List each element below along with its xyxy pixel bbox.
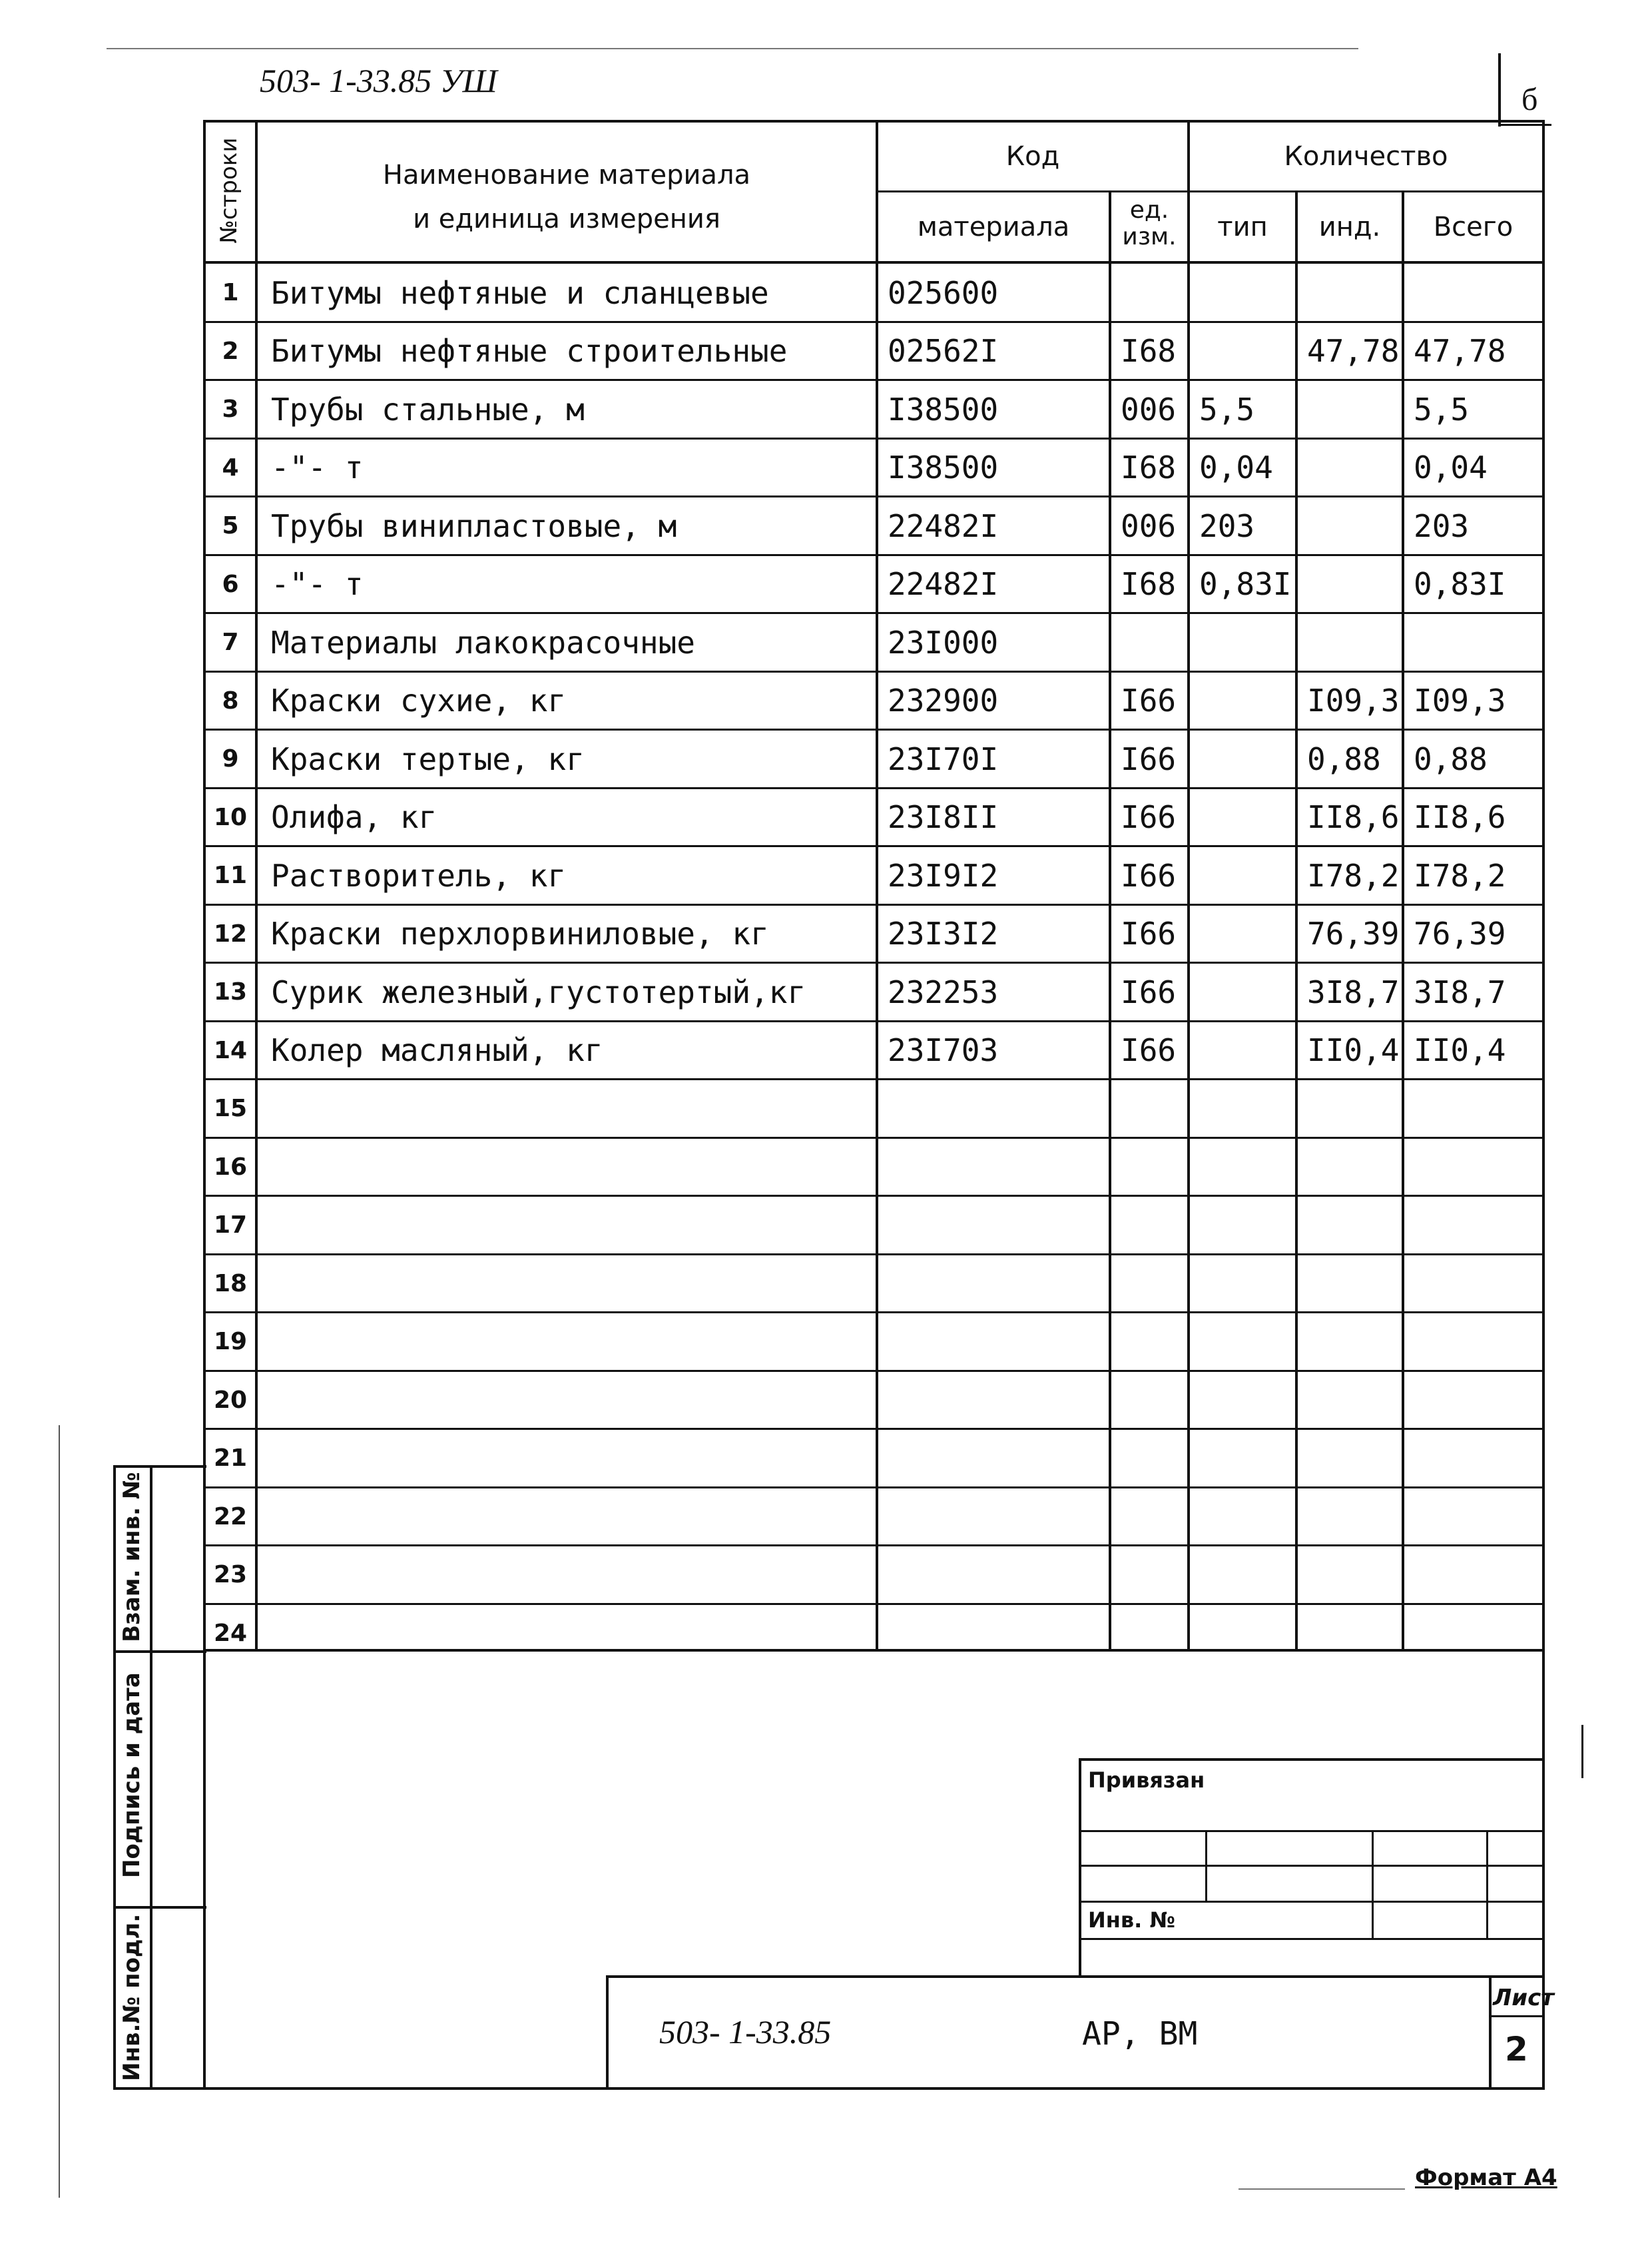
table-row bbox=[203, 264, 1545, 322]
qty-total: 3I8,7 bbox=[1414, 974, 1506, 1010]
row-number: 17 bbox=[213, 1211, 248, 1239]
row-number: 11 bbox=[213, 862, 248, 890]
material-code bbox=[878, 1429, 1118, 1488]
table-row bbox=[203, 1196, 1545, 1255]
unit-code bbox=[1111, 1196, 1197, 1255]
unit-code bbox=[1111, 1371, 1197, 1430]
col-qty-type-header: тип bbox=[1217, 211, 1268, 242]
qty-type bbox=[1190, 1138, 1304, 1197]
qty-ind bbox=[1298, 1429, 1411, 1488]
label-podpis-data: Подпись и дата bbox=[119, 1672, 145, 1878]
table-row bbox=[203, 1488, 1545, 1546]
material-name: -"- т bbox=[271, 450, 364, 486]
material-code: 23I3I2 bbox=[888, 916, 999, 952]
qty-total: 0,88 bbox=[1414, 741, 1488, 777]
unit-code: I66 bbox=[1121, 857, 1177, 894]
qty-ind bbox=[1298, 1546, 1411, 1604]
qty-total: 76,39 bbox=[1414, 916, 1506, 952]
material-code: 22482I bbox=[888, 566, 999, 603]
table-row bbox=[203, 1546, 1545, 1604]
qty-type bbox=[1190, 1546, 1304, 1604]
material-name: Олифа, кг bbox=[271, 799, 437, 836]
qty-type bbox=[1190, 1371, 1304, 1430]
unit-code: 006 bbox=[1121, 507, 1177, 544]
qty-total: I78,2 bbox=[1414, 857, 1506, 894]
table-row bbox=[203, 439, 1545, 497]
material-name bbox=[258, 1429, 889, 1488]
material-name: -"- т bbox=[271, 566, 364, 603]
qty-total bbox=[1404, 1080, 1551, 1138]
row-number: 18 bbox=[213, 1269, 248, 1297]
title-section: АР, ВМ bbox=[1082, 2015, 1198, 2053]
material-name: Краски перхлорвиниловые, кг bbox=[271, 916, 769, 952]
material-name bbox=[258, 1371, 889, 1430]
row-number: 15 bbox=[213, 1095, 248, 1123]
title-doc-code: 503- 1-33.85 bbox=[659, 2013, 832, 2051]
qty-total bbox=[1404, 1371, 1551, 1430]
row-number: 5 bbox=[222, 512, 239, 540]
qty-total: 5,5 bbox=[1414, 391, 1470, 428]
row-number: 8 bbox=[222, 687, 239, 715]
title-block bbox=[606, 1975, 1554, 2090]
qty-type bbox=[1190, 613, 1304, 672]
qty-total: 0,04 bbox=[1414, 450, 1488, 486]
material-name bbox=[258, 1488, 889, 1546]
col-code-unit-header: ед. изм. bbox=[1122, 196, 1177, 250]
qty-ind: I78,2 bbox=[1307, 857, 1400, 894]
unit-code bbox=[1111, 1488, 1197, 1546]
table-row bbox=[203, 1022, 1545, 1080]
row-number: 21 bbox=[213, 1444, 248, 1472]
material-code: 23I000 bbox=[888, 624, 999, 661]
material-name: Краски сухие, кг bbox=[271, 683, 567, 719]
material-name: Материалы лакокрасочные bbox=[271, 624, 695, 661]
table-row bbox=[203, 789, 1545, 847]
row-number: 23 bbox=[213, 1561, 248, 1589]
qty-total bbox=[1404, 613, 1551, 672]
qty-ind: I09,3 bbox=[1307, 683, 1400, 719]
qty-type: 203 bbox=[1199, 507, 1255, 544]
table-row bbox=[203, 1080, 1545, 1138]
material-code: 23I8II bbox=[888, 799, 999, 836]
row-number: 12 bbox=[213, 920, 248, 948]
table-row bbox=[203, 730, 1545, 789]
material-code: I38500 bbox=[888, 450, 999, 486]
col-qty-header: Количество bbox=[1284, 141, 1448, 172]
unit-code: I66 bbox=[1121, 683, 1177, 719]
material-name bbox=[258, 1546, 889, 1604]
qty-total: 203 bbox=[1414, 507, 1470, 544]
material-name: Сурик железный,густотертый,кг bbox=[271, 974, 806, 1010]
row-number: 7 bbox=[222, 629, 239, 657]
material-code bbox=[878, 1313, 1118, 1371]
qty-ind: 0,88 bbox=[1307, 741, 1381, 777]
privyazan-block bbox=[1079, 1758, 1545, 1978]
unit-code: I66 bbox=[1121, 1032, 1177, 1069]
row-number: 22 bbox=[213, 1502, 248, 1530]
qty-ind bbox=[1298, 1371, 1411, 1430]
qty-type bbox=[1190, 1255, 1304, 1313]
material-code: 23I9I2 bbox=[888, 857, 999, 894]
row-number: 19 bbox=[213, 1328, 248, 1356]
unit-code: I68 bbox=[1121, 450, 1177, 486]
format-label: Формат А4 bbox=[1415, 2164, 1557, 2191]
qty-total bbox=[1404, 1429, 1551, 1488]
table-row bbox=[203, 672, 1545, 731]
table-row bbox=[203, 1429, 1545, 1488]
qty-type bbox=[1190, 1313, 1304, 1371]
unit-code bbox=[1111, 1080, 1197, 1138]
qty-total bbox=[1404, 1546, 1551, 1604]
qty-type bbox=[1190, 672, 1304, 731]
qty-total bbox=[1404, 1604, 1551, 1663]
sheet-label: Лист bbox=[1493, 1985, 1554, 2011]
doc-code-top: 503- 1-33.85 УШ bbox=[260, 62, 497, 99]
qty-ind: 47,78 bbox=[1307, 333, 1400, 370]
qty-type bbox=[1190, 963, 1304, 1022]
material-code bbox=[878, 1546, 1118, 1604]
privyazan-label: Привязан bbox=[1088, 1767, 1205, 1793]
qty-type bbox=[1190, 264, 1304, 322]
unit-code: I66 bbox=[1121, 974, 1177, 1010]
row-number: 4 bbox=[222, 454, 239, 481]
row-number: 10 bbox=[213, 803, 248, 831]
qty-ind bbox=[1298, 497, 1411, 555]
label-vzam-inv: Взам. инв. № bbox=[119, 1472, 145, 1642]
col-qty-total-header: Всего bbox=[1433, 211, 1514, 242]
qty-type: 0,04 bbox=[1199, 450, 1273, 486]
qty-ind bbox=[1298, 380, 1411, 439]
row-number: 3 bbox=[222, 396, 239, 424]
qty-type bbox=[1190, 1022, 1304, 1080]
table-row bbox=[203, 1371, 1545, 1430]
col-rownum-header: №строки bbox=[216, 137, 242, 244]
qty-ind bbox=[1298, 1313, 1411, 1371]
qty-ind bbox=[1298, 264, 1411, 322]
unit-code: I68 bbox=[1121, 333, 1177, 370]
qty-ind bbox=[1298, 555, 1411, 614]
qty-ind: 3I8,7 bbox=[1307, 974, 1400, 1010]
qty-total bbox=[1404, 1138, 1551, 1197]
unit-code bbox=[1111, 1138, 1197, 1197]
qty-ind: II8,6 bbox=[1307, 799, 1400, 836]
row-number: 2 bbox=[222, 337, 239, 365]
unit-code: I68 bbox=[1121, 566, 1177, 603]
qty-total bbox=[1404, 1313, 1551, 1371]
table-row bbox=[203, 1604, 1545, 1663]
qty-total: II8,6 bbox=[1414, 799, 1506, 836]
unit-code bbox=[1111, 1313, 1197, 1371]
qty-total: II0,4 bbox=[1414, 1032, 1506, 1069]
unit-code: I66 bbox=[1121, 916, 1177, 952]
material-code: 23I70I bbox=[888, 741, 999, 777]
qty-ind: II0,4 bbox=[1307, 1032, 1400, 1069]
qty-type bbox=[1190, 1604, 1304, 1663]
corner-mark: б bbox=[1521, 82, 1538, 117]
table-row bbox=[203, 846, 1545, 905]
table-row bbox=[203, 322, 1545, 381]
sheet-number: 2 bbox=[1505, 2030, 1528, 2069]
unit-code bbox=[1111, 264, 1197, 322]
row-number: 6 bbox=[222, 570, 239, 598]
unit-code: I66 bbox=[1121, 741, 1177, 777]
row-number: 20 bbox=[213, 1386, 248, 1414]
qty-ind bbox=[1298, 1604, 1411, 1663]
qty-total bbox=[1404, 1255, 1551, 1313]
qty-ind bbox=[1298, 1255, 1411, 1313]
row-number: 14 bbox=[213, 1036, 248, 1064]
material-name bbox=[258, 1138, 889, 1197]
qty-total: 47,78 bbox=[1414, 333, 1506, 370]
material-code bbox=[878, 1080, 1118, 1138]
qty-type bbox=[1190, 1196, 1304, 1255]
unit-code: I66 bbox=[1121, 799, 1177, 836]
unit-code bbox=[1111, 1429, 1197, 1488]
qty-ind bbox=[1298, 1488, 1411, 1546]
top-right-tick bbox=[1498, 53, 1501, 127]
material-name bbox=[258, 1255, 889, 1313]
material-code bbox=[878, 1488, 1118, 1546]
material-name bbox=[258, 1313, 889, 1371]
row-number: 13 bbox=[213, 978, 248, 1006]
qty-type bbox=[1190, 730, 1304, 789]
qty-type bbox=[1190, 1429, 1304, 1488]
table-row bbox=[203, 1313, 1545, 1371]
qty-ind bbox=[1298, 613, 1411, 672]
col-code-header: Код bbox=[1005, 141, 1060, 172]
table-row bbox=[203, 380, 1545, 439]
material-code: 02562I bbox=[888, 333, 999, 370]
lower-frame-left bbox=[203, 1650, 206, 2090]
qty-total bbox=[1404, 1196, 1551, 1255]
material-name bbox=[258, 1196, 889, 1255]
row-number: 24 bbox=[213, 1619, 248, 1647]
qty-total: I09,3 bbox=[1414, 683, 1506, 719]
col-code-material-header: материала bbox=[917, 211, 1070, 242]
material-name: Битумы нефтяные и сланцевые bbox=[271, 274, 769, 311]
label-inv-podl: Инв.№ подл. bbox=[119, 1913, 145, 2081]
table-row bbox=[203, 555, 1545, 614]
qty-type bbox=[1190, 905, 1304, 964]
material-code: 23I703 bbox=[888, 1032, 999, 1069]
material-name: Трубы стальные, м bbox=[271, 391, 585, 428]
unit-code: 006 bbox=[1121, 391, 1177, 428]
qty-type bbox=[1190, 322, 1304, 381]
table-row bbox=[203, 613, 1545, 672]
qty-type bbox=[1190, 1080, 1304, 1138]
table-row bbox=[203, 1255, 1545, 1313]
material-name: Краски тертые, кг bbox=[271, 741, 585, 777]
qty-ind bbox=[1298, 1196, 1411, 1255]
material-code: 025600 bbox=[888, 274, 999, 311]
material-code: 232253 bbox=[888, 974, 999, 1010]
table-row bbox=[203, 905, 1545, 964]
qty-total bbox=[1404, 264, 1551, 322]
qty-type: 5,5 bbox=[1199, 391, 1255, 428]
material-name: Колер масляный, кг bbox=[271, 1032, 603, 1069]
qty-ind bbox=[1298, 1138, 1411, 1197]
unit-code bbox=[1111, 1546, 1197, 1604]
col-name-header: Наименование материала и единица измерения bbox=[382, 160, 751, 234]
materials-table bbox=[203, 120, 1545, 1652]
top-dash-line bbox=[107, 48, 1358, 49]
material-name bbox=[258, 1080, 889, 1138]
material-code: I38500 bbox=[888, 391, 999, 428]
table-row bbox=[203, 963, 1545, 1022]
unit-code bbox=[1111, 613, 1197, 672]
table-row bbox=[203, 1138, 1545, 1197]
unit-code bbox=[1111, 1255, 1197, 1313]
material-name bbox=[258, 1604, 889, 1663]
qty-type bbox=[1190, 1488, 1304, 1546]
qty-type: 0,83I bbox=[1199, 566, 1292, 603]
qty-total: 0,83I bbox=[1414, 566, 1506, 603]
row-number: 1 bbox=[222, 279, 239, 307]
row-number: 9 bbox=[222, 745, 239, 773]
qty-total bbox=[1404, 1488, 1551, 1546]
material-code: 232900 bbox=[888, 683, 999, 719]
material-name: Трубы винипластовые, м bbox=[271, 507, 677, 544]
table-row bbox=[203, 497, 1545, 555]
row-number: 16 bbox=[213, 1153, 248, 1181]
qty-type bbox=[1190, 789, 1304, 847]
qty-ind bbox=[1298, 439, 1411, 497]
material-code bbox=[878, 1604, 1118, 1663]
material-name: Растворитель, кг bbox=[271, 857, 567, 894]
material-code: 22482I bbox=[888, 507, 999, 544]
qty-ind: 76,39 bbox=[1307, 916, 1400, 952]
material-code bbox=[878, 1255, 1118, 1313]
qty-type bbox=[1190, 846, 1304, 905]
qty-ind bbox=[1298, 1080, 1411, 1138]
material-code bbox=[878, 1138, 1118, 1197]
col-qty-ind-header: инд. bbox=[1318, 211, 1381, 242]
material-name: Битумы нефтяные строительные bbox=[271, 333, 788, 370]
unit-code bbox=[1111, 1604, 1197, 1663]
material-code bbox=[878, 1371, 1118, 1430]
material-code bbox=[878, 1196, 1118, 1255]
inv-no-label: Инв. № bbox=[1088, 1907, 1175, 1933]
